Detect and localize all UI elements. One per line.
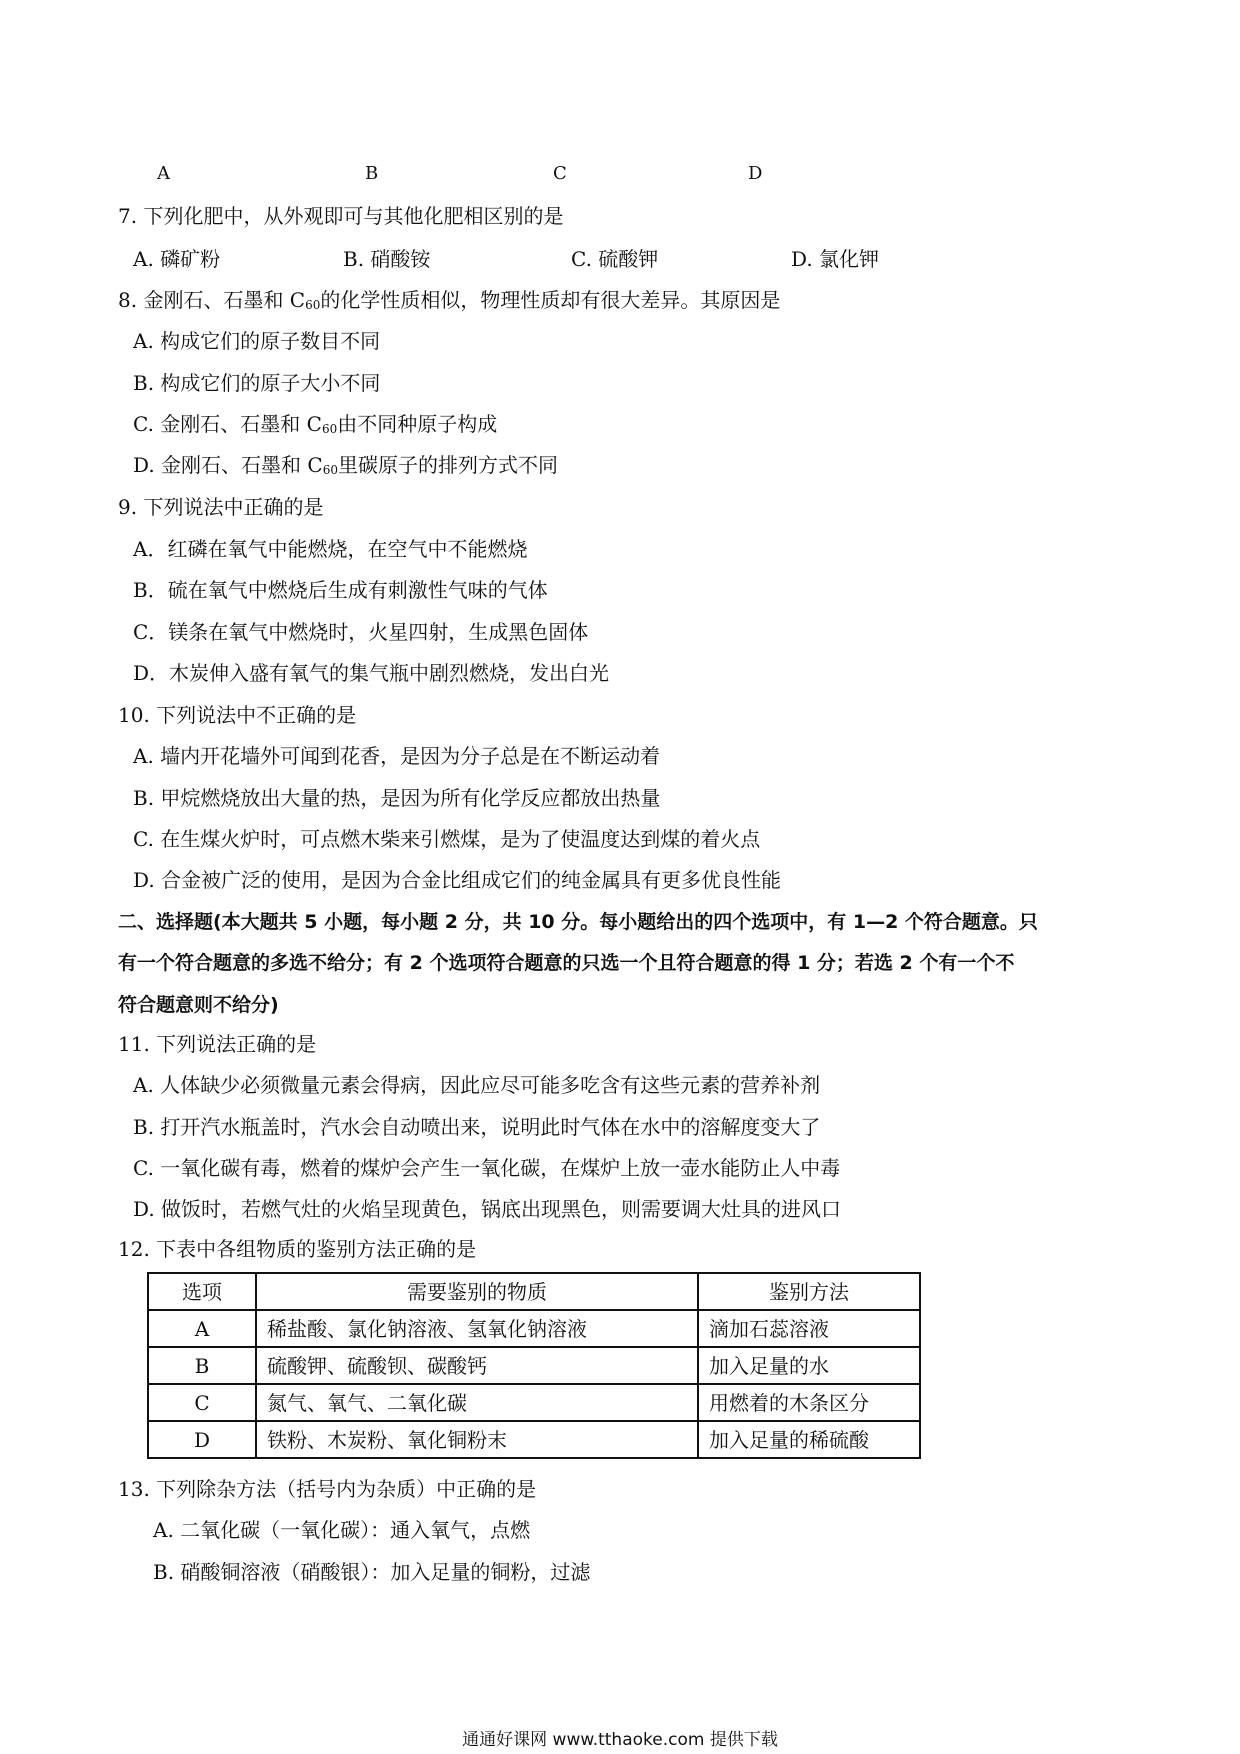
q9-option-c: C．镁条在氧气中燃烧时，火星四射，生成黑色固体 bbox=[133, 620, 589, 644]
q12-table bbox=[147, 1272, 921, 1459]
q8-option-d bbox=[133, 452, 558, 483]
section2-line-3: 符合题意则不给分) bbox=[118, 994, 279, 1016]
q10-option-d: D. 合金被广泛的使用，是因为合金比组成它们的纯金属具有更多优良性能 bbox=[133, 868, 782, 892]
table-header: 选项 bbox=[148, 1273, 256, 1310]
table-row bbox=[148, 1421, 920, 1458]
q13-stem: 13. 下列除杂方法（括号内为杂质）中正确的是 bbox=[118, 1477, 537, 1501]
q10-option-b: B. 甲烷燃烧放出大量的热，是因为所有化学反应都放出热量 bbox=[133, 786, 661, 810]
q11-stem: 11. 下列说法正确的是 bbox=[118, 1032, 317, 1056]
q11-option-a: A. 人体缺少必须微量元素会得病，因此应尽可能多吃含有这些元素的营养补剂 bbox=[133, 1073, 821, 1097]
table-cell: 加入足量的稀硫酸 bbox=[698, 1421, 920, 1458]
table-header-row bbox=[148, 1273, 920, 1310]
table-cell: 滴加石蕊溶液 bbox=[698, 1310, 920, 1347]
q8-stem-sub: 60 bbox=[305, 298, 321, 312]
table-row bbox=[148, 1384, 920, 1421]
q7-option-c: C. 硫酸钾 bbox=[571, 247, 659, 271]
figure-label-a: A bbox=[157, 163, 170, 184]
page-footer: 通通好课网 www.tthaoke.com 提供下载 bbox=[462, 1730, 778, 1750]
table-header: 鉴别方法 bbox=[698, 1273, 920, 1310]
table-header: 需要鉴别的物质 bbox=[256, 1273, 698, 1310]
q8-option-c bbox=[133, 411, 497, 442]
table-cell: 氮气、氧气、二氧化碳 bbox=[256, 1384, 698, 1421]
table-cell: B bbox=[148, 1347, 256, 1384]
q7-stem: 7. 下列化肥中，从外观即可与其他化肥相区别的是 bbox=[118, 204, 564, 228]
q11-option-c: C. 一氧化碳有毒，燃着的煤炉会产生一氧化碳，在煤炉上放一壶水能防止人中毒 bbox=[133, 1156, 841, 1180]
figure-label-d: D bbox=[748, 163, 763, 184]
q9-option-a: A．红磷在氧气中能燃烧，在空气中不能燃烧 bbox=[133, 537, 528, 561]
q8-option-d-post: 里碳原子的排列方式不同 bbox=[337, 453, 558, 477]
q7-option-a: A. 磷矿粉 bbox=[133, 247, 221, 271]
q8-option-c-sub: 60 bbox=[321, 422, 338, 436]
figure-label-c: C bbox=[553, 163, 567, 184]
q8-option-a: A. 构成它们的原子数目不同 bbox=[133, 329, 381, 353]
table-cell: 铁粉、木炭粉、氧化铜粉末 bbox=[256, 1421, 698, 1458]
q8-option-c-pre: C. 金刚石、石墨和 C bbox=[133, 412, 322, 436]
q7-option-d: D. 氯化钾 bbox=[791, 247, 880, 271]
figure-label-b: B bbox=[365, 163, 379, 184]
table-row bbox=[148, 1310, 920, 1347]
q10-option-c: C. 在生煤火炉时，可点燃木柴来引燃煤，是为了使温度达到煤的着火点 bbox=[133, 827, 761, 851]
q8-option-c-post: 由不同种原子构成 bbox=[337, 412, 498, 436]
q8-stem-pre: 8. 金刚石、石墨和 C bbox=[118, 288, 306, 312]
q11-option-d: D. 做饭时，若燃气灶的火焰呈现黄色，锅底出现黑色，则需要调大灶具的进风口 bbox=[133, 1197, 842, 1221]
table-row bbox=[148, 1347, 920, 1384]
q8-option-d-sub: 60 bbox=[322, 463, 338, 477]
q10-stem: 10. 下列说法中不正确的是 bbox=[118, 703, 357, 727]
q7-option-b: B. 硝酸铵 bbox=[343, 247, 431, 271]
q9-option-d: D．木炭伸入盛有氧气的集气瓶中剧烈燃烧，发出白光 bbox=[133, 661, 610, 685]
section2-line-1: 二、选择题(本大题共 5 小题，每小题 2 分，共 10 分。每小题给出的四个选项中，有 1—2 个符合题意。只 bbox=[118, 911, 1038, 933]
table-cell: C bbox=[148, 1384, 256, 1421]
table-cell: 稀盐酸、氯化钠溶液、氢氧化钠溶液 bbox=[256, 1310, 698, 1347]
q8-option-d-pre: D. 金刚石、石墨和 C bbox=[133, 453, 323, 477]
table-cell: D bbox=[148, 1421, 256, 1458]
q12-stem: 12. 下表中各组物质的鉴别方法正确的是 bbox=[118, 1237, 477, 1261]
q10-option-a: A. 墙内开花墙外可闻到花香，是因为分子总是在不断运动着 bbox=[133, 744, 661, 768]
table-cell: 加入足量的水 bbox=[698, 1347, 920, 1384]
q13-option-b: B. 硝酸铜溶液（硝酸银）：加入足量的铜粉，过滤 bbox=[153, 1560, 591, 1584]
q11-option-b: B. 打开汽水瓶盖时，汽水会自动喷出来，说明此时气体在水中的溶解度变大了 bbox=[133, 1115, 821, 1139]
q8-stem-post: 的化学性质相似，物理性质却有很大差异。其原因是 bbox=[320, 288, 781, 312]
q8-option-b: B. 构成它们的原子大小不同 bbox=[133, 371, 381, 395]
q9-option-b: B．硫在氧气中燃烧后生成有刺激性气味的气体 bbox=[133, 578, 548, 602]
section2-line-2: 有一个符合题意的多选不给分；有 2 个选项符合题意的只选一个且符合题意的得 1 分；若选 2 个有一个不 bbox=[118, 952, 1015, 974]
table-cell: A bbox=[148, 1310, 256, 1347]
q8-stem bbox=[118, 287, 780, 318]
table-cell: 用燃着的木条区分 bbox=[698, 1384, 920, 1421]
q9-stem: 9. 下列说法中正确的是 bbox=[118, 495, 324, 519]
q13-option-a: A. 二氧化碳（一氧化碳）：通入氧气，点燃 bbox=[153, 1518, 531, 1542]
table-cell: 硫酸钾、硫酸钡、碳酸钙 bbox=[256, 1347, 698, 1384]
